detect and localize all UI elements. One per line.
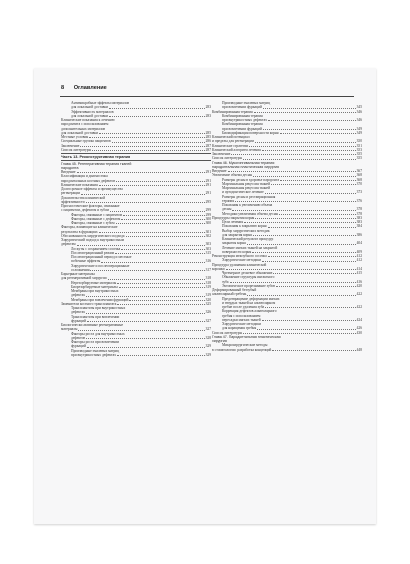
toc-entry-page: 367 <box>356 169 362 173</box>
toc-entry-title: Нерезорбируемые материалы <box>71 280 117 285</box>
dot-leader <box>226 269 356 270</box>
toc-left-column <box>61 101 211 357</box>
toc-entry-page: 414 <box>356 266 362 271</box>
toc-entry-title: для локальной доставки <box>71 113 108 118</box>
toc-entry <box>212 348 362 352</box>
toc-entry-title: при вовлечении фуркаций <box>222 126 262 131</box>
toc-entry-title: Деформированный беззубый <box>212 288 257 292</box>
toc-entry-page: 328 <box>205 335 211 340</box>
toc-entry-page: 327 <box>205 318 211 323</box>
toc-entry-page: 415 <box>356 271 362 275</box>
dot-leader <box>265 307 355 308</box>
dot-leader <box>272 350 355 351</box>
page-number: 8 <box>61 85 65 91</box>
chapter-heading: Глава 45. Регенеративная терапия тканей <box>61 161 132 166</box>
dot-leader <box>253 235 356 236</box>
toc-entry-title: Биорезорбируемые материалы <box>71 284 118 289</box>
toc-entry-title: Маргинальная рецессия тканей <box>222 181 270 186</box>
toc-entry-title: Трансплантаты при внутрикостных <box>71 306 126 311</box>
toc-entry-page: 299 <box>205 208 211 213</box>
dot-leader <box>117 304 204 305</box>
toc-entry-title: и пределы для регенерации <box>212 139 254 144</box>
toc-entry-title: Клинический потенциал <box>212 135 250 139</box>
toc-entry-title: Клинические показания <box>61 182 98 187</box>
toc-entry-title: регенерации <box>61 191 81 196</box>
toc-entry-page: 301 <box>205 229 211 234</box>
dot-leader <box>86 296 205 297</box>
toc-entry-title: Заключение <box>61 143 80 148</box>
toc-entry-title: Показания к закрытию корня <box>222 224 267 229</box>
toc-entry-page: 351 <box>356 143 362 148</box>
toc-entry-title: Предотвращение деформации мягких <box>222 296 280 301</box>
toc-entry-title: Антимикробные эффекты материалов <box>71 101 130 105</box>
toc-entry-page: 302 <box>205 233 211 238</box>
dot-leader <box>262 261 356 262</box>
toc-entry-page: 353 <box>356 147 362 152</box>
toc-entry-title: Методики увеличения объема десны <box>222 211 279 216</box>
toc-entry-title: дефектах <box>71 293 86 298</box>
toc-entry-title: пародонтита с использованием <box>61 122 109 127</box>
toc-entry-title: Реконструкция межзубного сосочка <box>212 254 267 258</box>
toc-entry-title: и ортодонтическое лечение <box>222 190 264 195</box>
toc-entry-title: коронки <box>212 266 225 271</box>
toc-entry-title: Послеоперационный период и местные <box>71 255 132 260</box>
toc-entry-title: Комбинированная терапия <box>222 122 263 127</box>
toc-entry-page: 291 <box>205 178 211 183</box>
toc-right-column <box>212 101 362 352</box>
toc-entry-title: Чрезмерное десневое обнажение <box>222 271 273 275</box>
toc-entry-title: при внутрикостных дефектах <box>222 118 268 122</box>
toc-entry-title: Трансплантаты при вовлечении <box>71 314 120 319</box>
toc-entry-title: Послеоперационный режим <box>71 250 114 255</box>
toc-entry-page: 378 <box>356 211 362 216</box>
toc-entry-title: Специальные группы пациентов <box>61 139 111 144</box>
dot-leader <box>119 287 205 288</box>
header-rule <box>60 96 354 97</box>
toc-entry-page: 350 <box>356 139 362 144</box>
toc-entry-page: 346 <box>356 118 362 122</box>
toc-entry-title: Введение <box>212 169 227 173</box>
dot-leader <box>116 181 205 182</box>
toc-entry-title: Введение <box>61 170 76 175</box>
toc-entry-title: результаты в фуркациях <box>61 229 98 234</box>
toc-entry-title: альвеолярный гребень <box>212 292 247 297</box>
dot-leader <box>77 172 205 173</box>
dot-leader <box>121 219 204 220</box>
dot-leader <box>129 300 204 301</box>
toc-entry-title: Клинические показания к лечению <box>61 118 115 122</box>
toc-entry-page: 386 <box>356 232 362 237</box>
toc-entry-title: для наращения гребня <box>222 326 257 331</box>
toc-entry-page: 420 <box>356 283 362 288</box>
toc-entry-title: Хирургические методики <box>222 258 262 263</box>
toc-entry-title: дефектов <box>71 335 86 340</box>
toc-entry-title: Лечение мягких тканей на закрытой <box>222 245 278 250</box>
toc-entry-page: 424 <box>356 317 362 322</box>
dot-leader <box>108 279 205 280</box>
toc-entry-title: пересадки мягких тканей <box>222 317 261 322</box>
toc-entry-title: Факторы, влияющие на клинические <box>61 225 118 230</box>
dot-leader <box>116 223 205 224</box>
toc-entry-page: 355 <box>356 152 362 156</box>
toc-entry-title: материалы <box>61 327 78 332</box>
book-page <box>34 68 376 524</box>
toc-entry <box>61 353 211 357</box>
toc-entry-page: 325 <box>205 301 211 306</box>
toc-entry-page: 291 <box>205 170 211 175</box>
page-title: Оглавление <box>73 85 107 91</box>
dot-leader <box>279 214 356 215</box>
toc-entry-title: Эффективность материалов <box>71 109 114 114</box>
toc-entry-page: 345 <box>356 105 362 110</box>
toc-entry-page: 373 <box>356 190 362 195</box>
dot-leader <box>268 256 356 257</box>
toc-entry-title: Размеры десны и реставрационная <box>222 194 276 199</box>
dot-leader <box>276 286 356 287</box>
dot-leader <box>77 245 205 246</box>
toc-entry-title: Хирургический подход к внутрикостным <box>61 238 124 243</box>
toc-entry-title: Заменители костного трансплантата <box>61 301 117 306</box>
toc-entry-title: Факторы, связанные с зубом <box>71 221 115 226</box>
dot-leader <box>252 252 355 253</box>
toc-entry-page: 319 <box>205 293 211 298</box>
toc-entry-page: 426 <box>356 326 362 331</box>
toc-entry-title: Местные условия <box>61 135 89 139</box>
dot-leader <box>280 180 356 181</box>
toc-entry-page: 368 <box>356 173 362 178</box>
toc-entry-page: 404 <box>356 241 362 246</box>
dot-leader <box>109 116 205 117</box>
dot-leader <box>235 201 356 202</box>
toc-entry-title: Лоскуты с сохранением сосочка <box>71 246 121 251</box>
toc-entry-page: 317 <box>205 267 211 272</box>
toc-entry-title: Клинические стратегии <box>212 143 249 148</box>
toc-entry-title: Комбинированная терапия <box>212 109 253 114</box>
toc-entry-page: 299 <box>205 212 211 217</box>
toc-entry-title: Классификация и диагностика <box>61 174 108 179</box>
toc-entry-page: 368 <box>356 177 362 182</box>
toc-entry-page: 326 <box>205 310 211 315</box>
toc-entry-page: 349 <box>356 130 362 135</box>
dot-leader <box>81 194 205 195</box>
chapter-heading: пародонтальная пластическая хирургия <box>212 164 279 169</box>
toc-entry-page: 319 <box>205 284 211 289</box>
toc-entry-page: 286 <box>205 139 211 144</box>
toc-entry-title: Барьерные материалы <box>61 272 95 277</box>
toc-entry-page: 384 <box>356 224 362 229</box>
toc-entry-title: Мембраны при внутрикостных <box>71 289 119 294</box>
dot-leader <box>126 236 205 237</box>
toc-entry-page: 300 <box>205 221 211 226</box>
toc-entry-title: для регенеративной хирургии <box>61 276 107 281</box>
toc-entry-page: 303 <box>205 246 211 251</box>
chapter-heading: пародонта <box>61 165 79 170</box>
toc-entry-title: при внутрикостных дефектах <box>71 352 117 357</box>
toc-entry-page: 283 <box>205 105 211 110</box>
toc-entry-title: Цели лечения <box>222 220 244 224</box>
toc-entry-title: закрытия корня <box>222 241 246 246</box>
toc-entry-page: 285 <box>205 130 211 135</box>
toc-entry-title: Заключение <box>212 152 231 156</box>
page-header <box>61 85 107 91</box>
toc-entry-title: Факторы роста при вовлечении <box>71 340 120 345</box>
toc-entry-title: Долгосрочное эффекты и преимущества <box>61 187 123 192</box>
dot-leader <box>117 283 204 284</box>
toc-entry-title: дефектах <box>71 310 86 315</box>
toc-entry-title: Коррекция дефектов альвеолярного <box>222 309 277 314</box>
toc-entry-title: Клинический результат процедур <box>222 237 274 241</box>
toc-entry-page: 316 <box>205 259 211 264</box>
dot-leader <box>262 150 356 151</box>
toc-entry-title: Клинический алгоритм лечения <box>212 147 261 152</box>
part-heading: Часть 13. Реконструктивная терапия <box>61 153 211 161</box>
dot-leader <box>101 262 204 263</box>
toc-entry-page: 315 <box>205 250 211 255</box>
dot-leader <box>231 154 355 155</box>
dot-leader <box>273 273 355 274</box>
toc-entry-page: 287 <box>205 143 211 148</box>
toc-entry-title: фуркаций <box>71 318 86 323</box>
chapter-heading: Глава 46. Мукогингивальная терапия: <box>212 160 276 165</box>
dot-leader <box>265 193 356 194</box>
toc-entry-page: 448 <box>356 347 362 352</box>
toc-entry-title: Процедура удлинения клинической <box>212 262 267 267</box>
toc-entry-page: 422 <box>356 292 362 297</box>
toc-entry-title: зуба <box>222 279 229 284</box>
toc-entry-title: Прогностические факторы, связанные <box>61 204 120 209</box>
dot-leader <box>121 249 204 250</box>
dot-leader <box>243 333 356 334</box>
toc-entry-page: 409 <box>356 249 362 254</box>
toc-entry-title: дефектам <box>61 242 76 247</box>
toc-entry-page: 383 <box>356 215 362 220</box>
dot-leader <box>86 338 205 339</box>
toc-entry-title: эффективности <box>61 199 85 204</box>
toc-entry-title: Факторы, связанные с пациентом <box>71 212 123 217</box>
dot-leader <box>112 142 205 143</box>
toc-entry-title: Список литературы <box>212 330 242 335</box>
dot-leader <box>78 330 204 331</box>
toc-entry-page: 355 <box>356 156 362 161</box>
toc-entry-page: 287 <box>205 147 211 152</box>
toc-entry-title: для закрытия корня <box>222 232 252 237</box>
toc-entry-page: 320 <box>205 297 211 302</box>
toc-entry-title: Выбор хирургических методик <box>222 228 270 233</box>
toc-entry-title: дополнительных материалов <box>61 126 106 131</box>
toc-entry-page: 303 <box>205 242 211 247</box>
dot-leader <box>244 222 356 223</box>
toc-entry-title: Факторы роста для внутрикостных <box>71 331 125 336</box>
toc-entry-page: 422 <box>356 305 362 309</box>
toc-entry-title: Список литературы <box>212 156 242 161</box>
dot-leader <box>254 112 356 113</box>
toc-entry-page: 378 <box>356 207 362 212</box>
toc-entry-page: 412 <box>356 258 362 263</box>
toc-entry-title: Хирургические и послеоперационные <box>71 263 130 268</box>
toc-entry-page: 291 <box>205 191 211 196</box>
dot-leader <box>87 347 205 348</box>
dot-leader <box>255 218 355 219</box>
toc-entry-title: Хирургические методики <box>222 322 262 326</box>
dot-leader <box>249 146 355 147</box>
toc-entry-title: Мембраны при вовлечении фуркаций <box>71 297 129 302</box>
toc-entry-page: 283 <box>205 113 211 118</box>
toc-entry-title: Доказательства клинической <box>61 195 106 200</box>
toc-entry-title: для локальной доставки <box>61 130 98 135</box>
toc-entry-title: Список литературы <box>61 147 91 152</box>
dot-leader <box>86 313 205 314</box>
toc-entry-title: в стоматологии: разработка концепций <box>212 347 272 352</box>
dot-leader <box>255 142 356 143</box>
dot-leader <box>263 108 356 109</box>
dot-leader <box>271 184 356 185</box>
toc-entry-title: Производные эмалевых матриц <box>222 101 271 105</box>
toc-entry-page: 318 <box>205 280 211 285</box>
dot-leader <box>99 232 205 233</box>
dot-leader <box>243 159 356 160</box>
toc-entry-page: 329 <box>205 352 211 357</box>
toc-entry-page: 285 <box>205 135 211 139</box>
toc-entry-title: терапия <box>222 198 235 203</box>
toc-entry-title: и твердых тканей на альвеолярном <box>222 300 276 305</box>
dot-leader <box>109 108 205 109</box>
toc-entry-title: поверхности корня <box>222 249 252 254</box>
dot-leader <box>280 133 356 134</box>
chapter-heading: Глава 47. Пародонтальная пластическая <box>212 334 281 339</box>
dot-leader <box>268 227 356 228</box>
dot-leader <box>232 210 355 211</box>
toc-entry-title: Показания к увеличению объема <box>222 203 273 207</box>
toc-entry-title: Процедуры закрытия корня <box>212 215 255 220</box>
dot-leader <box>228 171 356 172</box>
dot-leader <box>87 321 205 322</box>
dot-leader <box>92 150 205 151</box>
dot-leader <box>90 270 204 271</box>
dot-leader <box>230 282 356 283</box>
toc-entry-page: 416 <box>356 279 362 284</box>
dot-leader <box>263 129 356 130</box>
toc-entry-page: 376 <box>356 198 362 203</box>
toc-entry-title: Производные эмалевых матриц <box>71 348 120 353</box>
dot-leader <box>257 329 355 330</box>
toc-entry-page: 329 <box>205 344 211 349</box>
toc-entry-title: пародонтальных костных дефектов <box>61 178 116 183</box>
toc-entry-title: Обнажение структуры интактного <box>222 275 275 280</box>
toc-entry-page: 349 <box>356 126 362 131</box>
toc-entry-title: Комбинированная терапия <box>222 113 263 118</box>
dot-leader <box>117 355 205 356</box>
toc-entry-page: 300 <box>205 216 211 221</box>
dot-leader <box>268 120 356 121</box>
chapter-heading: хирургия <box>212 339 227 343</box>
toc-entry-title: Размеры десны в здоровье пародонта <box>222 177 280 182</box>
toc-entry-page: 346 <box>356 109 362 114</box>
toc-entry-page: 318 <box>205 276 211 281</box>
toc-entry-title: фуркаций <box>71 344 86 349</box>
toc-entry-title: осложнения <box>71 267 90 272</box>
dot-leader <box>262 320 356 321</box>
toc-entry-page: 327 <box>205 327 211 332</box>
toc-entry-page: 370 <box>356 181 362 186</box>
toc-entry-page: 295 <box>205 199 211 204</box>
dot-leader <box>80 146 204 147</box>
dot-leader <box>99 185 205 186</box>
toc-entry-title: при вовлечении фуркаций <box>222 105 262 110</box>
dot-leader <box>115 253 205 254</box>
dot-leader <box>89 137 205 138</box>
toc-entry-title: гребня с использованием <box>222 313 261 318</box>
toc-entry-title: Маргинальная рецессия тканей <box>222 186 270 190</box>
toc-entry-page: 430 <box>356 330 362 335</box>
dot-leader <box>110 211 205 212</box>
toc-entry-page: 412 <box>356 254 362 258</box>
dot-leader <box>247 295 355 296</box>
toc-entry-title: Микрохирургические методы <box>222 343 268 348</box>
dot-leader <box>99 133 205 134</box>
toc-entry-title: с пациентом, дефектом и зубом <box>61 208 109 213</box>
toc-entry-title: Обоснованность хирургического подхода <box>61 233 125 238</box>
toc-entry-page: 291 <box>205 182 211 187</box>
dot-leader <box>123 215 205 216</box>
toc-entry-title: десны <box>222 207 232 212</box>
toc-entry-page: 383 <box>356 220 362 224</box>
dot-leader <box>86 202 205 203</box>
toc-entry-title: для локальной доставки <box>71 105 108 110</box>
dot-leader <box>247 244 356 245</box>
toc-entry-title: Биологически активные регенеративные <box>61 323 124 328</box>
toc-entry-title: Увеличение объема десны <box>212 173 253 178</box>
toc-entry-title: Эктопическое прорезывание зубов <box>222 283 276 288</box>
dot-leader <box>253 176 356 177</box>
toc-entry-title: Факторы, связанные с дефектом <box>71 216 121 221</box>
toc-entry <box>61 148 211 152</box>
toc-entry-title: гребне после удаления зуба <box>222 305 265 309</box>
toc-entry-title: побочные эффекты <box>71 259 101 264</box>
toc-entry-title: Биомодификация поверхности корня <box>222 130 279 135</box>
